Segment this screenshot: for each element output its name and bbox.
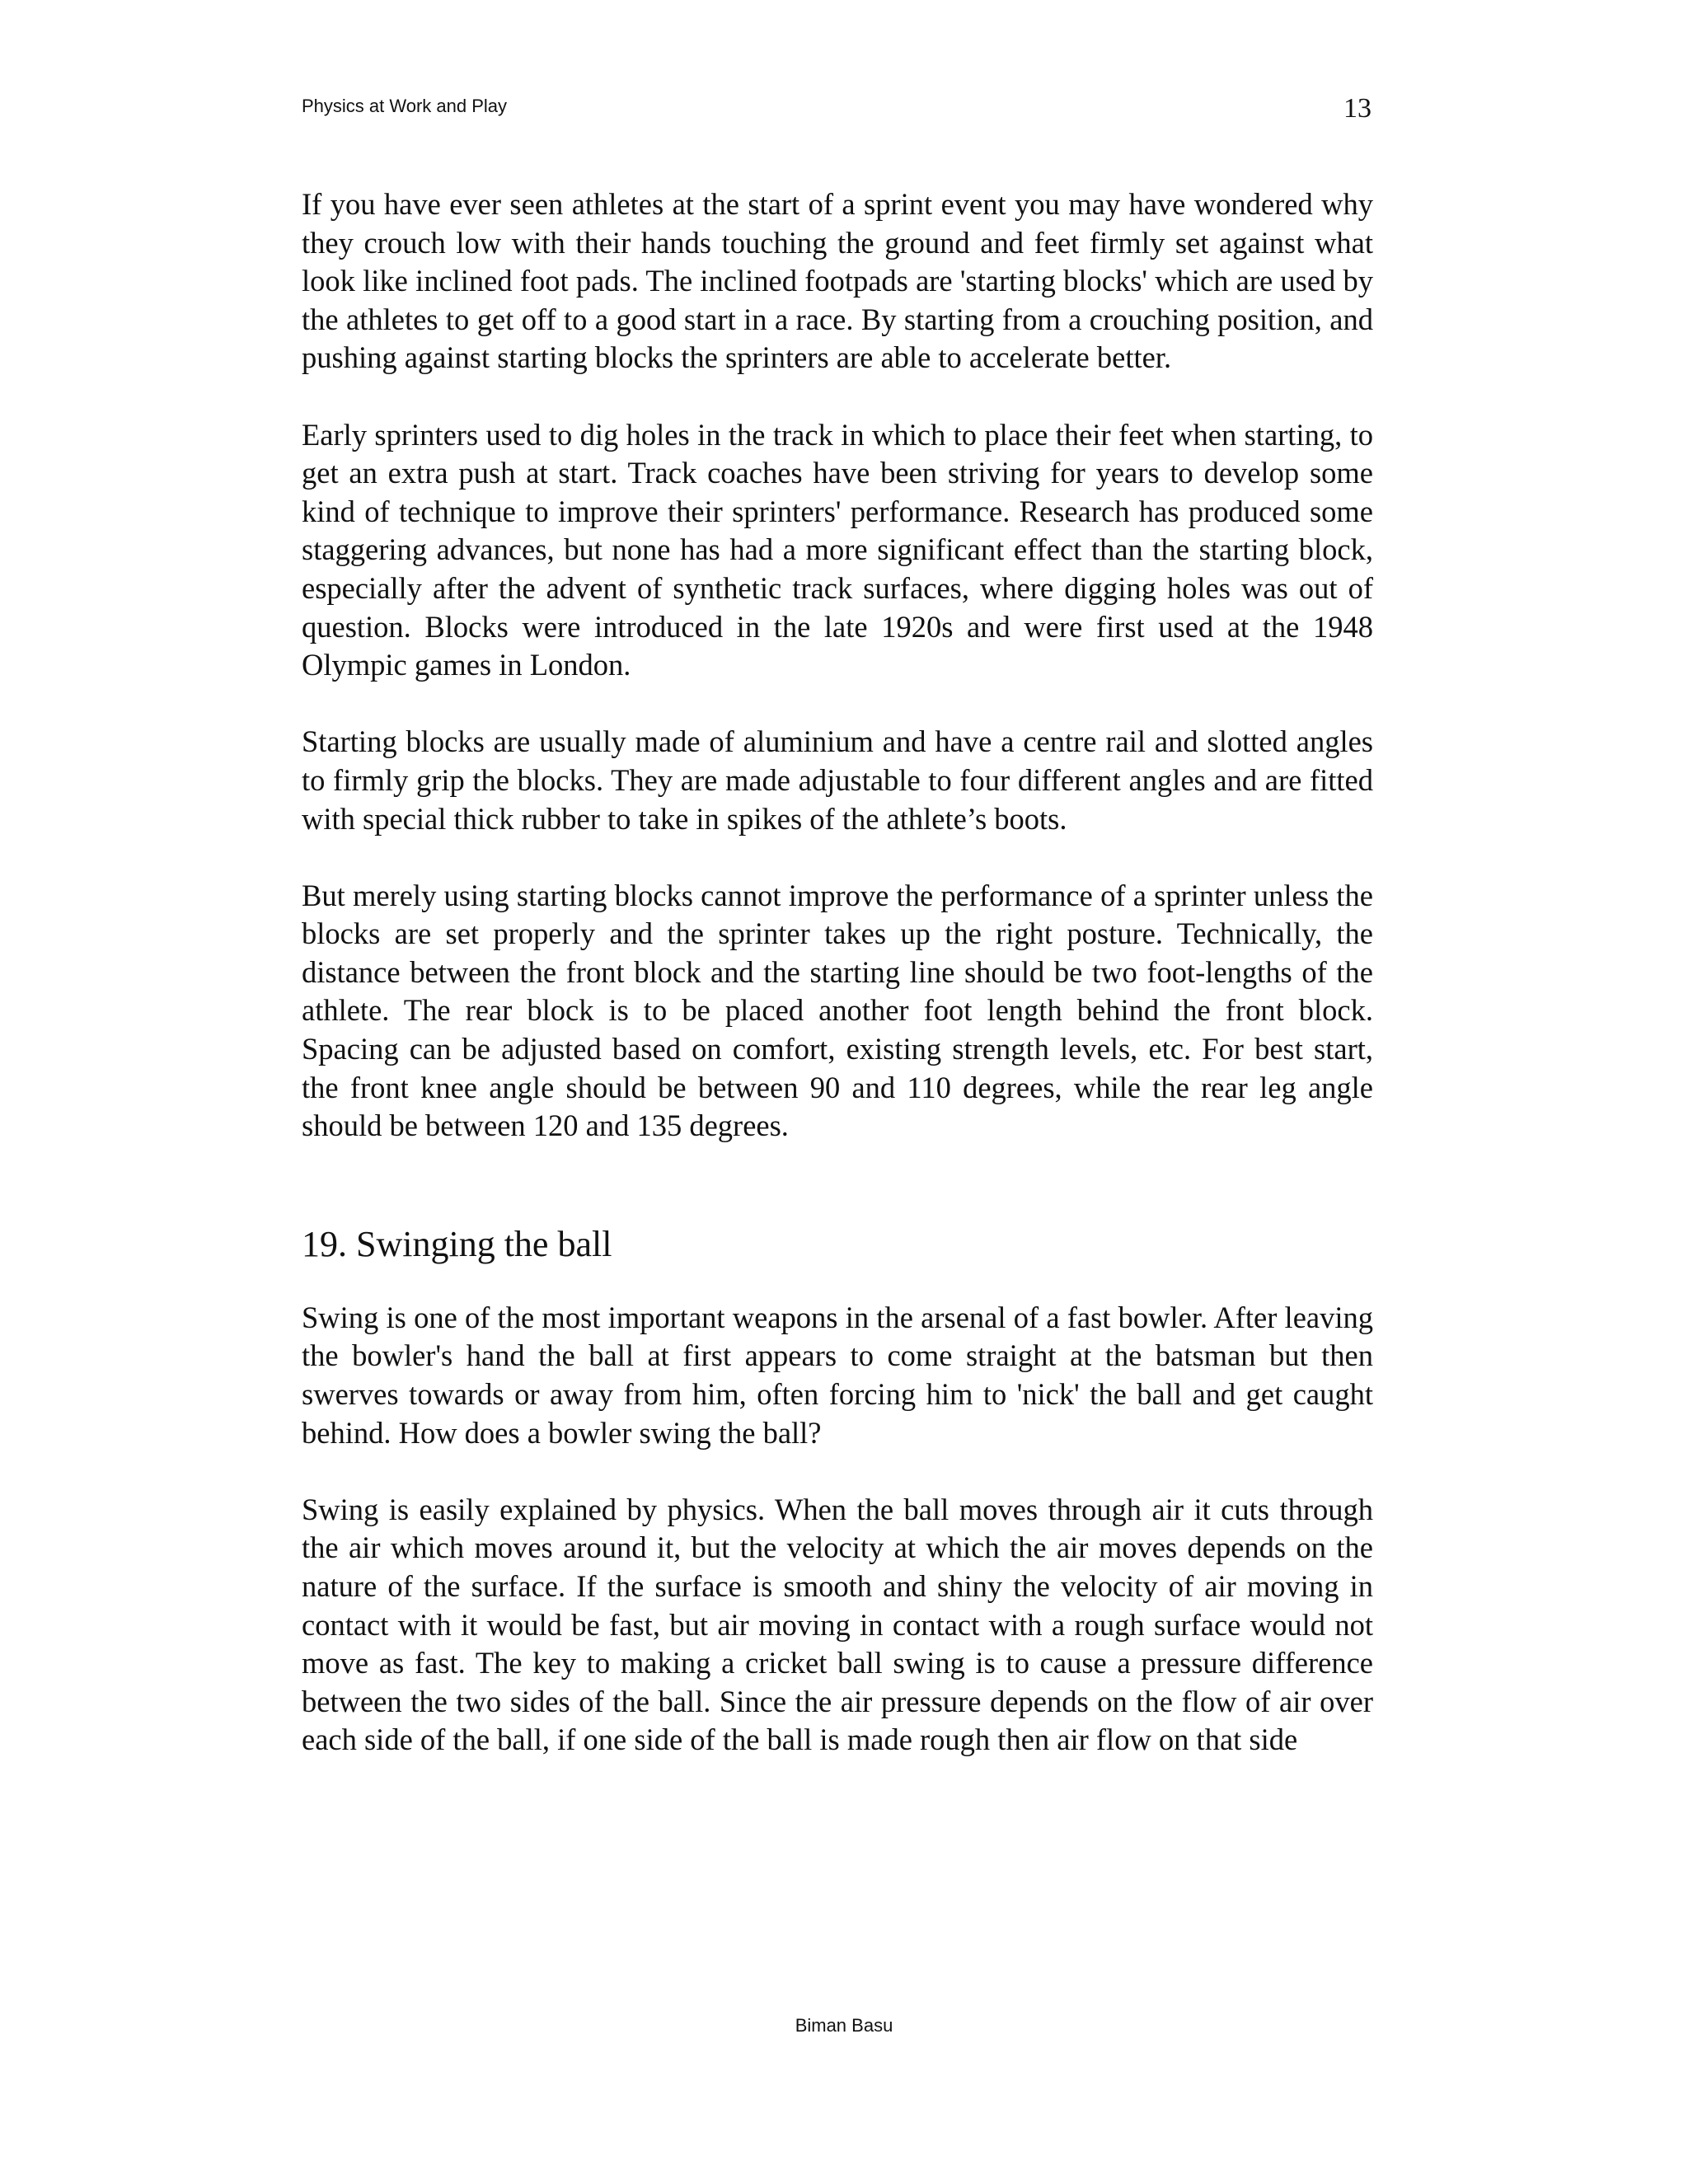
- paragraph-early-sprinters: Early sprinters used to dig holes in the track in which to place their feet when starting, to get an extra push at start. Track coaches have been striving for years to develop some kind of technique to improve their sprinters' performance. Research has produced some staggering advances, but none has had a more significant effect than the starting block, especially after the advent of synthetic track surfaces, where digging holes was out of question. Blocks were introduced in the late 1920s and were first used at the 1948 Olympic games in London.: [302, 417, 1373, 682]
- page-body: [302, 185, 1373, 1760]
- paragraph-swing-intro: Swing is one of the most important weapons in the arsenal of a fast bowler. After leaving the bowler's hand the ball at first appears to come straight at the batsman but then swerves towards or away from him, often forcing him to 'nick' the ball and get caught behind. How does a bowler swing the ball?: [302, 1300, 1373, 1450]
- page-number: 13: [1343, 93, 1372, 124]
- section-heading: 19. Swinging the ball: [302, 1223, 612, 1264]
- paragraph-block-construction: Starting blocks are usually made of aluminium and have a centre rail and slotted angles to firmly grip the blocks. They are made adjustable to four different angles and are fitted with special thick rubber to take in spikes of the athlete’s boots.: [302, 724, 1373, 836]
- paragraph-starting-blocks-intro: If you have ever seen athletes at the start of a sprint event you may have wondered why they crouch low with their hands touching the ground and feet firmly set against what look like inclined foot pads. The inclined footpads are 'starting blocks' which are used by the athletes to get off to a good start in a race. By starting from a crouching position, and pushing against starting blocks the sprinters are able to accelerate better.: [302, 187, 1373, 375]
- paragraph-block-setup: But merely using starting blocks cannot improve the performance of a sprinter unless the blocks are set properly and the sprinter takes up the right posture. Technically, the distance between the front block and the starting line should be two foot-lengths of the athlete. The rear block is to be placed another foot length behind the front block. Spacing can be adjusted based on comfort, existing strength levels, etc. For best start, the front knee angle should be between 90 and 110 degrees, while the rear leg angle should be between 120 and 135 degrees.: [302, 878, 1373, 1143]
- running-title: Physics at Work and Play: [302, 96, 508, 116]
- paragraph-swing-physics: Swing is easily explained by physics. When the ball moves through air it cuts through the air which moves around it, but the velocity at which the air moves depends on the nature of the surface. If the surface is smooth and shiny the velocity of air moving in contact with it would be fast, but air moving in contact with a rough surface would not move as fast. The key to making a cricket ball swing is to cause a pressure difference between the two sides of the ball. Since the air pressure depends on the flow of air over each side of the ball, if one side of the ball is made rough then air flow on that side: [302, 1492, 1373, 1757]
- page-footer-author: Biman Basu: [795, 2015, 893, 2036]
